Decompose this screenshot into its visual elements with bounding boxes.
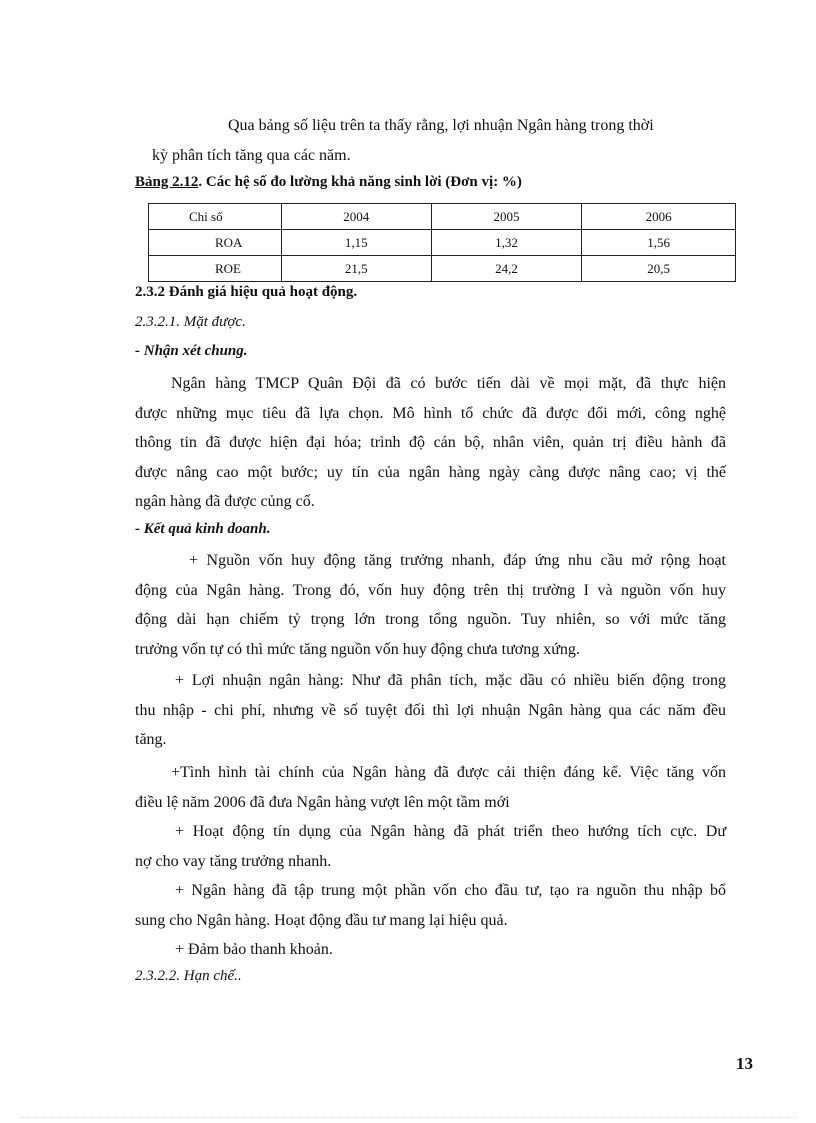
table-cell: 21,5 (281, 256, 431, 282)
bullet-line: + Nguồn vốn huy động tăng trưởng nhanh, đáp ứng nhu cầu mở rộng hoạt (189, 552, 726, 569)
table-cell: 20,5 (582, 256, 736, 282)
table-cell: ROE (149, 256, 282, 282)
subheading-ket-qua-kinh-doanh: - Kết quả kinh doanh. (135, 521, 271, 537)
bullet-loi-nhuan (135, 666, 726, 755)
intro-line-1: Qua bảng số liệu trên ta thấy rằng, lợi nhuận Ngân hàng trong thời (228, 117, 654, 134)
table-caption (135, 174, 522, 191)
table-header-cell: 2006 (582, 204, 736, 230)
paragraph-nhan-xet (135, 369, 726, 517)
section-heading-2-3-2-2: 2.3.2.2. Hạn chế.. (135, 968, 242, 984)
bullet-tin-dung (135, 817, 726, 876)
table-cell: 1,32 (431, 230, 582, 256)
bullet-line: động dài hạn chiếm tỷ trọng lớn trong tổng nguồn. Tuy nhiên, so với mức tăng (135, 611, 726, 628)
bullet-line: + Ngân hàng đã tập trung một phần vốn cho đầu tư, tạo ra nguồn thu nhập bổ (175, 882, 726, 899)
table-cell: ROA (149, 230, 282, 256)
section-heading-2-3-2: 2.3.2 Đánh giá hiệu quả hoạt động. (135, 284, 358, 300)
section-heading-2-3-2-1: 2.3.2.1. Mặt được. (135, 314, 246, 330)
table-row (149, 230, 736, 256)
paragraph-line: ngân hàng đã được củng cố. (135, 493, 315, 510)
table-caption-text: . Các hệ số đo lường khả năng sinh lời (Đơn vị: %) (198, 174, 522, 190)
table-header-cell: 2005 (431, 204, 582, 230)
bullet-line: sung cho Ngân hàng. Hoạt động đầu tư mang lại hiệu quả. (135, 911, 508, 929)
intro-paragraph (152, 111, 712, 170)
bullet-line: tăng. (135, 731, 167, 748)
table-header-row (149, 204, 736, 230)
bullet-line: + Lợi nhuận ngân hàng: Như đã phân tích, mặc dầu có nhiều biến động trong (175, 672, 726, 689)
paragraph-line: Ngân hàng TMCP Quân Đội đã có bước tiến dài về mọi mặt, đã thực hiện (171, 375, 726, 392)
page-bottom-divider (20, 1117, 796, 1118)
table-caption-label: Bảng 2.12 (135, 174, 199, 190)
intro-line-2: kỳ phân tích tăng qua các năm. (152, 146, 351, 164)
profitability-table (148, 203, 736, 282)
bullet-line: trưởng vốn tự có thì mức tăng nguồn vốn huy động chưa tương xứng. (135, 640, 580, 658)
page-number: 13 (736, 1054, 753, 1073)
bullet-thanh-khoan: + Đảm bảo thanh khoản. (175, 941, 333, 958)
bullet-line: điều lệ năm 2006 đã đưa Ngân hàng vượt lên một tầm mới (135, 793, 510, 811)
bullet-line: +Tình hình tài chính của Ngân hàng đã được cải thiện đáng kể. Việc tăng vốn (171, 764, 726, 781)
bullet-line: + Hoạt động tín dụng của Ngân hàng đã phát triển theo hướng tích cực. Dư (175, 823, 726, 840)
table-cell: 1,56 (582, 230, 736, 256)
paragraph-line: được những mục tiêu đã lựa chọn. Mô hình tổ chức đã được đổi mới, công nghệ (135, 404, 726, 422)
table-cell: 1,15 (281, 230, 431, 256)
bullet-line: động của Ngân hàng. Trong đó, vốn huy động trên thị trường I và nguồn vốn huy (135, 581, 726, 599)
paragraph-line: được nâng cao một bước; uy tín của ngân hàng ngày càng được nâng cao; vị thế (135, 463, 726, 481)
table-header-cell: 2004 (281, 204, 431, 230)
bullet-tai-chinh (135, 758, 726, 817)
table-cell: 24,2 (431, 256, 582, 282)
bullet-line: thu nhập - chi phí, nhưng về số tuyệt đối thì lợi nhuận Ngân hàng qua các năm đều (135, 701, 726, 719)
bullet-line: nợ cho vay tăng trưởng nhanh. (135, 852, 332, 870)
paragraph-line: thông tin đã được hiện đại hóa; trình độ cán bộ, nhân viên, quản trị điều hành đã (135, 434, 726, 451)
table-row (149, 256, 736, 282)
subheading-nhan-xet-chung: - Nhận xét chung. (135, 343, 248, 359)
bullet-dau-tu (135, 876, 726, 935)
table-header-cell: Chỉ số (149, 204, 282, 230)
bullet-nguon-von (135, 546, 726, 664)
